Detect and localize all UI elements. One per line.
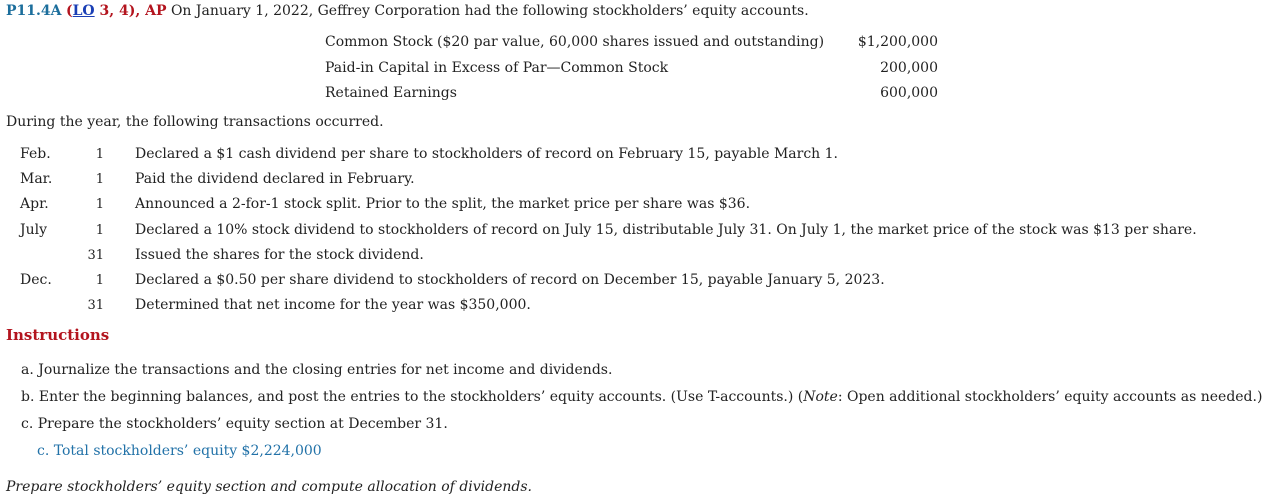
account-amount: 200,000 <box>880 60 938 76</box>
problem-header <box>6 3 809 19</box>
instruction-b-tail: : Open additional stockholders’ equity accounts as needed.) <box>837 389 1263 405</box>
instruction-item <box>21 389 1262 405</box>
transaction-desc: Declared a $0.50 per share dividend to stockholders of record on December 15, payable January 5, 2023. <box>135 272 885 288</box>
ap-label: , AP <box>135 3 167 19</box>
transaction-month: Mar. <box>20 171 53 187</box>
transaction-desc: Issued the shares for the stock dividend. <box>135 247 424 263</box>
instruction-b-note-label: Note <box>803 389 838 405</box>
transaction-desc: Declared a $1 cash dividend per share to stockholders of record on February 15, payable March 1. <box>135 146 839 162</box>
footer-prompt: Prepare stockholders’ equity section and compute allocation of dividends. <box>6 479 533 495</box>
transaction-day: 1 <box>95 273 104 288</box>
answer-hint: c. Total stockholders’ equity $2,224,000 <box>37 443 322 459</box>
account-amount: 600,000 <box>880 85 938 101</box>
transaction-day: 1 <box>95 147 104 162</box>
transaction-day: 1 <box>95 172 104 187</box>
problem-id: P11.4A <box>6 3 62 19</box>
instructions-heading: Instructions <box>6 326 110 344</box>
account-name: Common Stock ($20 par value, 60,000 shares issued and outstanding) <box>325 34 825 50</box>
transaction-month: July <box>20 222 48 238</box>
lo-refs: 3, 4) <box>94 3 136 19</box>
lo-open: ( <box>65 3 73 19</box>
transaction-month: Apr. <box>20 196 49 212</box>
account-name: Paid-in Capital in Excess of Par—Common Stock <box>325 60 669 76</box>
transaction-desc: Declared a 10% stock dividend to stockholders of record on July 15, distributable July 31. On July 1, the market price of the stock was $13 per share. <box>135 222 1197 238</box>
instruction-item: a. Journalize the transactions and the closing entries for net income and dividends. <box>21 362 613 378</box>
instruction-item: c. Prepare the stockholders’ equity section at December 31. <box>21 416 448 432</box>
transaction-day: 1 <box>95 223 104 238</box>
transaction-desc: Announced a 2-for-1 stock split. Prior to the split, the market price per share was $36. <box>135 196 751 212</box>
problem-text: On January 1, 2022, Geffrey Corporation had the following stockholders’ equity accounts. <box>170 3 809 19</box>
account-amount: $1,200,000 <box>857 34 938 50</box>
transaction-day: 31 <box>87 248 104 263</box>
transaction-month: Dec. <box>20 272 52 288</box>
instruction-b-text: b. Enter the beginning balances, and post the entries to the stockholders’ equity accounts. (Use T-accounts.) ( <box>21 389 804 405</box>
lo-link[interactable]: LO <box>72 3 95 19</box>
transaction-month: Feb. <box>20 146 51 162</box>
learning-objective <box>66 3 135 19</box>
transaction-day: 31 <box>87 298 104 313</box>
intro-text: During the year, the following transactions occurred. <box>6 114 384 130</box>
transaction-day: 1 <box>95 197 104 212</box>
transaction-desc: Determined that net income for the year was $350,000. <box>135 297 531 313</box>
account-name: Retained Earnings <box>325 85 457 101</box>
transaction-desc: Paid the dividend declared in February. <box>135 171 415 187</box>
